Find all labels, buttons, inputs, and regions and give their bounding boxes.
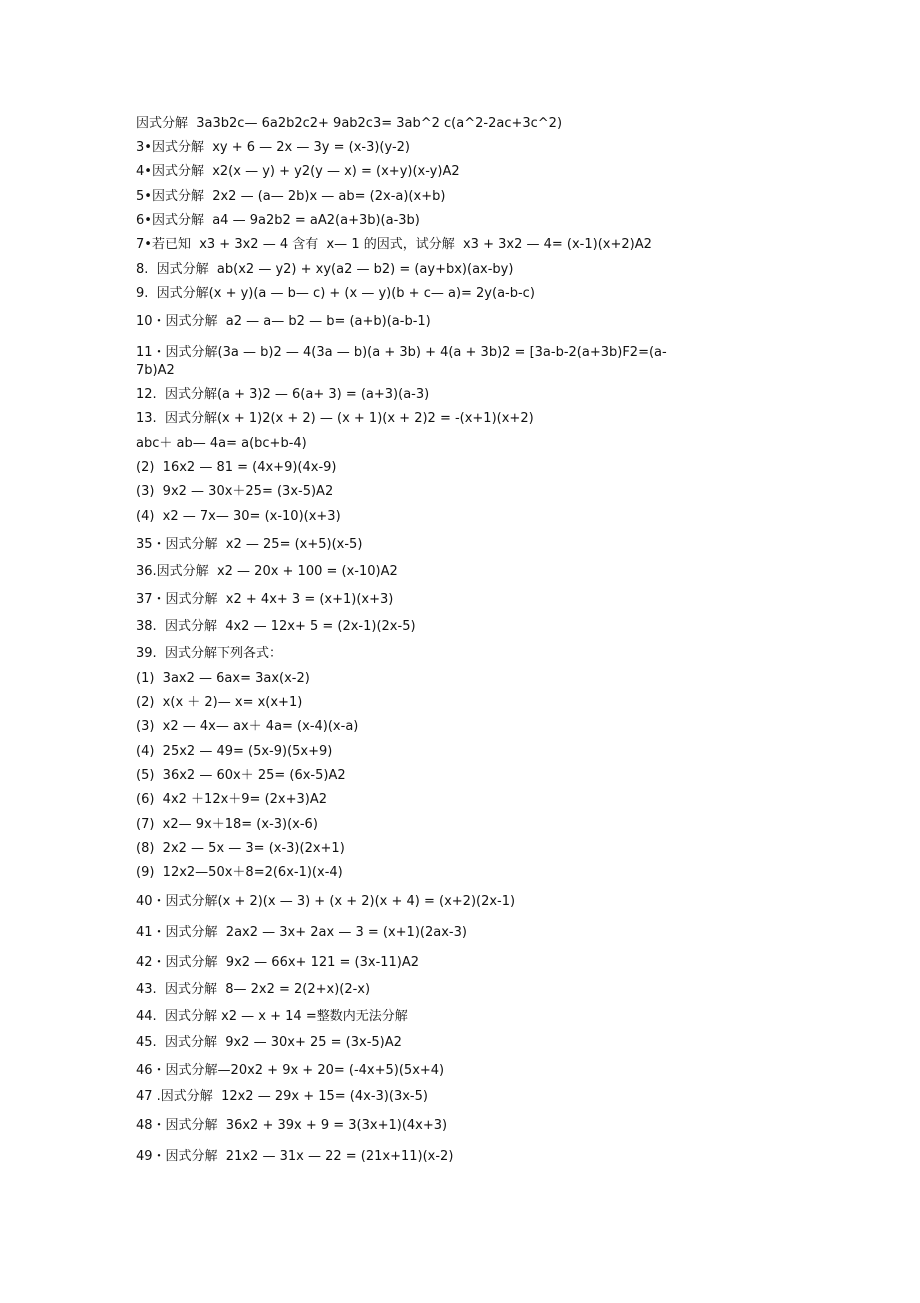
line-35: 44. 因式分解 x2 — x + 14 =整数内无法分解 — [136, 1009, 408, 1024]
line-22: (1) 3ax2 — 6ax= 3ax(x-2) — [136, 671, 310, 686]
line-5: 6•因式分解 a4 — 9a2b2 = aA2(a+3b)(a-3b) — [136, 213, 420, 228]
line-19: 37・因式分解 x2 + 4x+ 3 = (x+1)(x+3) — [136, 592, 394, 607]
line-38: 47 .因式分解 12x2 — 29x + 15= (4x-3)(3x-5) — [136, 1089, 428, 1104]
line-39: 48・因式分解 36x2 + 39x + 9 = 3(3x+1)(4x+3) — [136, 1118, 448, 1133]
line-16: (4) x2 — 7x— 30= (x-10)(x+3) — [136, 509, 341, 524]
line-1: 因式分解 3a3b2c— 6a2b2c2+ 9ab2c3= 3ab^2 c(a^2-2ac+3c^2) — [136, 116, 563, 131]
line-21: 39. 因式分解下列各式： — [136, 646, 282, 661]
line-17: 35・因式分解 x2 — 25= (x+5)(x-5) — [136, 537, 363, 552]
line-23: (2) x(x ＋ 2)— x= x(x+1) — [136, 695, 303, 710]
line-32: 41・因式分解 2ax2 — 3x+ 2ax — 3 = (x+1)(2ax-3) — [136, 925, 467, 940]
line-3: 4•因式分解 x2(x — y) + y2(y — x) = (x+y)(x-y)A2 — [136, 164, 460, 179]
line-7: 8. 因式分解 ab(x2 — y2) + xy(a2 — b2) = (ay+bx)(ax-by) — [136, 262, 514, 277]
line-25: (4) 25x2 — 49= (5x-9)(5x+9) — [136, 744, 333, 759]
line-27: (6) 4x2 ＋12x＋9= (2x+3)A2 — [136, 792, 328, 807]
line-8: 9. 因式分解(x + y)(a — b— c) + (x — y)(b + c— a)= 2y(a-b-c) — [136, 286, 535, 301]
line-15: (3) 9x2 — 30x＋25= (3x-5)A2 — [136, 484, 334, 499]
line-33: 42・因式分解 9x2 — 66x+ 121 = (3x-11)A2 — [136, 955, 420, 970]
line-10: 11・因式分解(3a — b)2 — 4(3a — b)(a + 3b) + 4(a + 3b)2 = [3a-b-2(a+3b)F2=(a-7b)A2 — [136, 345, 667, 378]
line-2: 3•因式分解 xy + 6 — 2x — 3y = (x-3)(y-2) — [136, 140, 411, 155]
line-29: (8) 2x2 — 5x — 3= (x-3)(2x+1) — [136, 841, 345, 856]
line-28: (7) x2— 9x＋18= (x-3)(x-6) — [136, 817, 318, 832]
line-4: 5•因式分解 2x2 — (a— 2b)x — ab= (2x-a)(x+b) — [136, 189, 446, 204]
line-34: 43. 因式分解 8— 2x2 = 2(2+x)(2-x) — [136, 982, 371, 997]
line-18: 36.因式分解 x2 — 20x + 100 = (x-10)A2 — [136, 564, 398, 579]
line-31: 40・因式分解(x + 2)(x — 3) + (x + 2)(x + 4) = (x+2)(2x-1) — [136, 894, 516, 909]
line-14: (2) 16x2 — 81 = (4x+9)(4x-9) — [136, 460, 337, 475]
line-9: 10・因式分解 a2 — a— b2 — b= (a+b)(a-b-1) — [136, 314, 431, 329]
line-24: (3) x2 — 4x— ax＋ 4a= (x-4)(x-a) — [136, 719, 359, 734]
line-30: (9) 12x2—50x＋8=2(6x-1)(x-4) — [136, 865, 343, 880]
line-11: 12. 因式分解(a + 3)2 — 6(a+ 3) = (a+3)(a-3) — [136, 387, 430, 402]
line-20: 38. 因式分解 4x2 — 12x+ 5 = (2x-1)(2x-5) — [136, 619, 416, 634]
line-12: 13. 因式分解(x + 1)2(x + 2) — (x + 1)(x + 2)2 = -(x+1)(x+2) — [136, 411, 534, 426]
line-26: (5) 36x2 — 60x＋ 25= (6x-5)A2 — [136, 768, 346, 783]
line-6: 7•若已知 x3 + 3x2 — 4 含有 x— 1 的因式，试分解 x3 + 3x2 — 4= (x-1)(x+2)A2 — [136, 237, 652, 252]
line-37: 46・因式分解—20x2 + 9x + 20= (-4x+5)(5x+4) — [136, 1063, 445, 1078]
line-36: 45. 因式分解 9x2 — 30x+ 25 = (3x-5)A2 — [136, 1035, 402, 1050]
line-13: abc＋ ab— 4a= a(bc+b-4) — [136, 436, 307, 451]
line-40: 49・因式分解 21x2 — 31x — 22 = (21x+11)(x-2) — [136, 1149, 454, 1164]
